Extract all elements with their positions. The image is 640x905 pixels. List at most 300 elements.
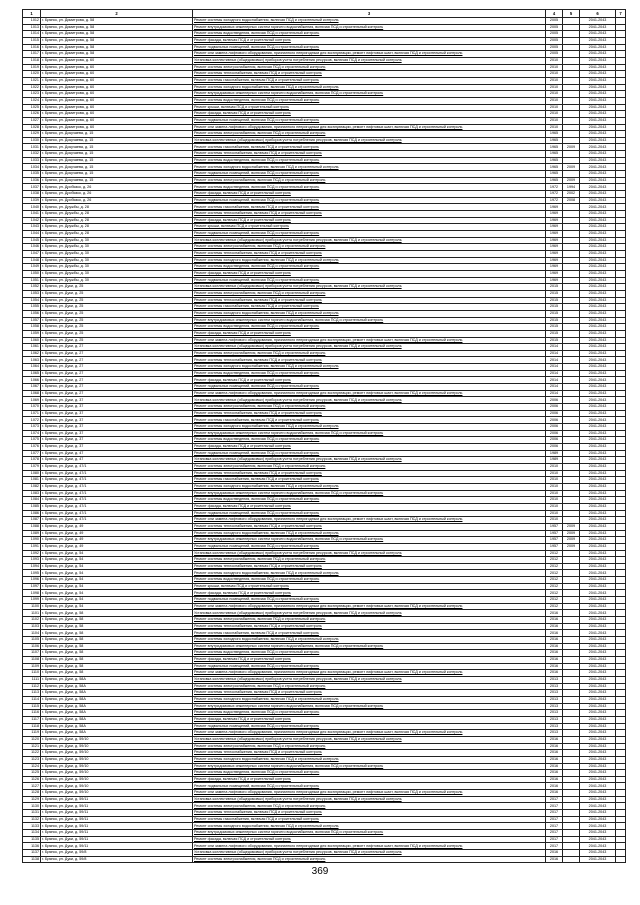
repair-year-cell bbox=[563, 690, 580, 697]
row-number-cell: 1108 bbox=[23, 657, 41, 664]
row-number-cell: 1085 bbox=[23, 503, 41, 510]
build-year-cell: 2016 bbox=[546, 630, 563, 637]
repair-year-cell bbox=[563, 630, 580, 637]
address-cell: г. Брянск, ул. Дробязко, д. 26 bbox=[41, 191, 193, 198]
address-cell: г. Брянск, ул. Дуки, д. 25 bbox=[41, 337, 193, 344]
table-row bbox=[23, 264, 626, 271]
build-year-cell: 1965 bbox=[546, 131, 563, 138]
blank-cell bbox=[616, 577, 626, 584]
work-type-cell: Ремонт внутридомовых инженерных систем горячего водоснабжения, включая ПСД и строительный контроль bbox=[193, 537, 546, 544]
build-year-cell: 2017 bbox=[546, 823, 563, 830]
work-type-cell: Ремонт или замена лифтового оборудования, признанного непригодным для эксплуатации, ремонт лифтовых шахт, включая ПСД и строительный контроль bbox=[193, 390, 546, 397]
address-cell: г. Брянск, ул. Дуки, д. 47/1 bbox=[41, 517, 193, 524]
work-type-cell: Ремонт подвальных помещений, включая ПСД и строительный контроль bbox=[193, 197, 546, 204]
planned-period-cell: 2041-2043 bbox=[580, 357, 616, 364]
blank-cell bbox=[616, 537, 626, 544]
work-type-cell: Ремонт фасада, включая ПСД и строительный контроль bbox=[193, 444, 546, 451]
address-cell: г. Брянск, ул. Димитрова, д. 60 bbox=[41, 84, 193, 91]
address-cell: г. Брянск, ул. Дружбы, д. 30 bbox=[41, 244, 193, 251]
address-cell: г. Брянск, ул. Дуки, д. 58А bbox=[41, 696, 193, 703]
row-number-cell: 1086 bbox=[23, 510, 41, 517]
address-cell: г. Брянск, ул. Докучаева, д. 15 bbox=[41, 151, 193, 158]
address-cell: г. Брянск, ул. Димитрова, д. 60 bbox=[41, 124, 193, 131]
address-cell: г. Брянск, ул. Дуки, д. 58 bbox=[41, 657, 193, 664]
planned-period-cell: 2041-2043 bbox=[580, 683, 616, 690]
table-row bbox=[23, 623, 626, 630]
repair-year-cell bbox=[563, 104, 580, 111]
blank-cell bbox=[616, 324, 626, 331]
build-year-cell: 2013 bbox=[546, 716, 563, 723]
work-type-cell: Ремонт системы водоотведения, включая ПСД и строительный контроль bbox=[193, 577, 546, 584]
address-cell: г. Брянск, ул. Димитрова, д. 58 bbox=[41, 24, 193, 31]
table-row bbox=[23, 703, 626, 710]
planned-period-cell: 2041-2043 bbox=[580, 590, 616, 597]
work-type-cell: Установка коллективных (общедомовых) приборов учета потребления ресурсов, включая ПСД и строительный контроль bbox=[193, 736, 546, 743]
blank-cell bbox=[616, 197, 626, 204]
work-type-cell: Ремонт внутридомовых инженерных систем горячего водоснабжения, включая ПСД и строительный контроль bbox=[193, 643, 546, 650]
work-type-cell: Ремонт системы электроснабжения, включая ПСД и строительный контроль bbox=[193, 856, 546, 863]
repair-year-cell bbox=[563, 676, 580, 683]
blank-cell bbox=[616, 18, 626, 25]
address-cell: г. Брянск, ул. Дуки, д. 58А bbox=[41, 716, 193, 723]
planned-period-cell: 2041-2043 bbox=[580, 597, 616, 604]
blank-cell bbox=[616, 510, 626, 517]
work-type-cell: Ремонт фасада, включая ПСД и строительный контроль bbox=[193, 657, 546, 664]
address-cell: г. Брянск, ул. Дуки, д. 59/10 bbox=[41, 756, 193, 763]
planned-period-cell: 2041-2043 bbox=[580, 197, 616, 204]
table-row bbox=[23, 304, 626, 311]
work-type-cell: Установка коллективных (общедомовых) приборов учета потребления ресурсов, включая ПСД и строительный контроль bbox=[193, 57, 546, 64]
row-number-cell: 1114 bbox=[23, 696, 41, 703]
work-type-cell: Ремонт внутридомовых инженерных систем горячего водоснабжения, включая ПСД и строительный контроль bbox=[193, 703, 546, 710]
build-year-cell: 2010 bbox=[546, 57, 563, 64]
table-row bbox=[23, 337, 626, 344]
address-cell: г. Брянск, ул. Дуки, д. 58 bbox=[41, 643, 193, 650]
build-year-cell: 1957 bbox=[546, 523, 563, 530]
blank-cell bbox=[616, 164, 626, 171]
blank-cell bbox=[616, 117, 626, 124]
table-row bbox=[23, 830, 626, 837]
row-number-cell: 1064 bbox=[23, 364, 41, 371]
row-number-cell: 1029 bbox=[23, 131, 41, 138]
row-number-cell: 1098 bbox=[23, 590, 41, 597]
blank-cell bbox=[616, 84, 626, 91]
table-row bbox=[23, 690, 626, 697]
build-year-cell: 2016 bbox=[546, 657, 563, 664]
planned-period-cell: 2041-2043 bbox=[580, 330, 616, 337]
blank-cell bbox=[616, 570, 626, 577]
work-type-cell: Ремонт системы теплоснабжения, включая ПСД и строительный контроль bbox=[193, 151, 546, 158]
blank-cell bbox=[616, 257, 626, 264]
repair-year-cell: 2009 bbox=[563, 523, 580, 530]
planned-period-cell: 2041-2043 bbox=[580, 350, 616, 357]
row-number-cell: 1046 bbox=[23, 244, 41, 251]
build-year-cell: 2013 bbox=[546, 710, 563, 717]
build-year-cell: 2010 bbox=[546, 117, 563, 124]
blank-cell bbox=[616, 763, 626, 770]
planned-period-cell: 2041-2043 bbox=[580, 483, 616, 490]
work-type-cell: Установка коллективных (общедомовых) приборов учета потребления ресурсов, включая ПСД и строительный контроль bbox=[193, 457, 546, 464]
build-year-cell: 2013 bbox=[546, 730, 563, 737]
build-year-cell: 2016 bbox=[546, 643, 563, 650]
address-cell: г. Брянск, ул. Дуки, д. 37 bbox=[41, 444, 193, 451]
planned-period-cell: 2041-2043 bbox=[580, 290, 616, 297]
build-year-cell: 1969 bbox=[546, 217, 563, 224]
address-cell: г. Брянск, ул. Димитрова, д. 60 bbox=[41, 77, 193, 84]
header-cell-6: 6 bbox=[580, 10, 616, 18]
work-type-cell: Ремонт системы электроснабжения, включая ПСД и строительный контроль bbox=[193, 463, 546, 470]
address-cell: г. Брянск, ул. Дуки, д. 25 bbox=[41, 297, 193, 304]
blank-cell bbox=[616, 637, 626, 644]
build-year-cell: 1969 bbox=[546, 244, 563, 251]
row-number-cell: 1042 bbox=[23, 217, 41, 224]
work-type-cell: Ремонт подвальных помещений, включая ПСД и строительный контроль bbox=[193, 384, 546, 391]
blank-cell bbox=[616, 364, 626, 371]
work-type-cell: Ремонт системы водоотведения, включая ПСД и строительный контроль bbox=[193, 770, 546, 777]
blank-cell bbox=[616, 244, 626, 251]
table-row bbox=[23, 297, 626, 304]
work-type-cell: Ремонт фасада, включая ПСД и строительный контроль bbox=[193, 330, 546, 337]
table-row bbox=[23, 224, 626, 231]
build-year-cell: 2015 bbox=[546, 317, 563, 324]
planned-period-cell: 2041-2043 bbox=[580, 424, 616, 431]
build-year-cell: 2016 bbox=[546, 610, 563, 617]
repair-year-cell bbox=[563, 643, 580, 650]
table-row bbox=[23, 503, 626, 510]
row-number-cell: 1035 bbox=[23, 171, 41, 178]
blank-cell bbox=[616, 97, 626, 104]
address-cell: г. Брянск, ул. Дуки, д. 54 bbox=[41, 557, 193, 564]
address-cell: г. Брянск, ул. Докучаева, д. 15 bbox=[41, 144, 193, 151]
row-number-cell: 1013 bbox=[23, 24, 41, 31]
address-cell: г. Брянск, ул. Дуки, д. 58А bbox=[41, 730, 193, 737]
planned-period-cell: 2041-2043 bbox=[580, 570, 616, 577]
planned-period-cell: 2041-2043 bbox=[580, 131, 616, 138]
planned-period-cell: 2041-2043 bbox=[580, 177, 616, 184]
build-year-cell: 2015 bbox=[546, 297, 563, 304]
build-year-cell: 2006 bbox=[546, 424, 563, 431]
row-number-cell: 1075 bbox=[23, 437, 41, 444]
table-row bbox=[23, 44, 626, 51]
repair-year-cell bbox=[563, 204, 580, 211]
build-year-cell: 2010 bbox=[546, 64, 563, 71]
row-number-cell: 1123 bbox=[23, 756, 41, 763]
blank-cell bbox=[616, 517, 626, 524]
blank-cell bbox=[616, 64, 626, 71]
row-number-cell: 1135 bbox=[23, 836, 41, 843]
work-type-cell: Ремонт или замена лифтового оборудования, признанного непригодным для эксплуатации, ремонт лифтовых шахт, включая ПСД и строительный контроль bbox=[193, 124, 546, 131]
address-cell: г. Брянск, ул. Дуки, д. 47 bbox=[41, 450, 193, 457]
work-type-cell: Ремонт системы электроснабжения, включая ПСД и строительный контроль bbox=[193, 404, 546, 411]
table-row bbox=[23, 377, 626, 384]
address-cell: г. Брянск, ул. Дуки, д. 37 bbox=[41, 397, 193, 404]
table-row bbox=[23, 603, 626, 610]
table-row bbox=[23, 191, 626, 198]
planned-period-cell: 2041-2043 bbox=[580, 277, 616, 284]
table-row bbox=[23, 457, 626, 464]
row-number-cell: 1020 bbox=[23, 71, 41, 78]
address-cell: г. Брянск, ул. Дружбы, д. 28 bbox=[41, 211, 193, 218]
blank-cell bbox=[616, 177, 626, 184]
repair-year-cell bbox=[563, 783, 580, 790]
build-year-cell: 2013 bbox=[546, 696, 563, 703]
work-type-cell: Ремонт системы холодного водоснабжения, включая ПСД и строительный контроль bbox=[193, 756, 546, 763]
repair-year-cell bbox=[563, 803, 580, 810]
blank-cell bbox=[616, 457, 626, 464]
row-number-cell: 1132 bbox=[23, 816, 41, 823]
build-year-cell: 2015 bbox=[546, 330, 563, 337]
blank-cell bbox=[616, 250, 626, 257]
address-cell: г. Брянск, ул. Дуки, д. 59/10 bbox=[41, 770, 193, 777]
table-row bbox=[23, 517, 626, 524]
work-type-cell: Установка коллективных (общедомовых) приборов учета потребления ресурсов, включая ПСД и строительный контроль bbox=[193, 850, 546, 857]
blank-cell bbox=[616, 171, 626, 178]
planned-period-cell: 2041-2043 bbox=[580, 217, 616, 224]
address-cell: г. Брянск, ул. Дуки, д. 25 bbox=[41, 310, 193, 317]
repair-year-cell bbox=[563, 171, 580, 178]
address-cell: г. Брянск, ул. Дуки, д. 59/8 bbox=[41, 856, 193, 863]
planned-period-cell: 2041-2043 bbox=[580, 124, 616, 131]
blank-cell bbox=[616, 503, 626, 510]
build-year-cell: 2010 bbox=[546, 104, 563, 111]
build-year-cell: 2016 bbox=[546, 670, 563, 677]
repair-year-cell: 2009 bbox=[563, 177, 580, 184]
work-type-cell: Ремонт системы холодного водоснабжения, включая ПСД и строительный контроль bbox=[193, 530, 546, 537]
blank-cell bbox=[616, 610, 626, 617]
planned-period-cell: 2041-2043 bbox=[580, 623, 616, 630]
table-row bbox=[23, 763, 626, 770]
address-cell: г. Брянск, ул. Дуки, д. 27 bbox=[41, 390, 193, 397]
planned-period-cell: 2041-2043 bbox=[580, 151, 616, 158]
row-number-cell: 1027 bbox=[23, 117, 41, 124]
row-number-cell: 1063 bbox=[23, 357, 41, 364]
work-type-cell: Ремонт внутридомовых инженерных систем горячего водоснабжения, включая ПСД и строительный контроль bbox=[193, 490, 546, 497]
address-cell: г. Брянск, ул. Дуки, д. 27 bbox=[41, 344, 193, 351]
build-year-cell: 2006 bbox=[546, 417, 563, 424]
planned-period-cell: 2041-2043 bbox=[580, 144, 616, 151]
table-row bbox=[23, 390, 626, 397]
work-type-cell: Ремонт или замена лифтового оборудования, признанного непригодным для эксплуатации, ремонт лифтовых шахт, включая ПСД и строительный контроль bbox=[193, 603, 546, 610]
row-number-cell: 1048 bbox=[23, 257, 41, 264]
work-type-cell: Ремонт фасада, включая ПСД и строительный контроль bbox=[193, 217, 546, 224]
work-type-cell: Ремонт фасада, включая ПСД и строительный контроль bbox=[193, 111, 546, 118]
table-row bbox=[23, 816, 626, 823]
table-row bbox=[23, 151, 626, 158]
planned-period-cell: 2041-2043 bbox=[580, 111, 616, 118]
work-type-cell: Ремонт системы теплоснабжения, включая ПСД и строительный контроль bbox=[193, 470, 546, 477]
blank-cell bbox=[616, 557, 626, 564]
table-row bbox=[23, 137, 626, 144]
address-cell: г. Брянск, ул. Дружбы, д. 30 bbox=[41, 250, 193, 257]
blank-cell bbox=[616, 217, 626, 224]
address-cell: г. Брянск, ул. Дуки, д. 59/11 bbox=[41, 816, 193, 823]
blank-cell bbox=[616, 31, 626, 38]
repair-year-cell bbox=[563, 736, 580, 743]
address-cell: г. Брянск, ул. Дуки, д. 49 bbox=[41, 523, 193, 530]
row-number-cell: 1034 bbox=[23, 164, 41, 171]
address-cell: г. Брянск, ул. Дружбы, д. 28 bbox=[41, 224, 193, 231]
blank-cell bbox=[616, 44, 626, 51]
address-cell: г. Брянск, ул. Дуки, д. 59/10 bbox=[41, 776, 193, 783]
row-number-cell: 1030 bbox=[23, 137, 41, 144]
work-type-cell: Ремонт крыши, включая ПСД и строительный контроль bbox=[193, 224, 546, 231]
repair-year-cell bbox=[563, 117, 580, 124]
table-row bbox=[23, 250, 626, 257]
planned-period-cell: 2041-2043 bbox=[580, 164, 616, 171]
work-type-cell: Ремонт системы электроснабжения, включая ПСД и строительный контроль bbox=[193, 743, 546, 750]
blank-cell bbox=[616, 317, 626, 324]
planned-period-cell: 2041-2043 bbox=[580, 710, 616, 717]
work-type-cell: Ремонт подвальных помещений, включая ПСД и строительный контроль bbox=[193, 597, 546, 604]
work-type-cell: Установка коллективных (общедомовых) приборов учета потребления ресурсов, включая ПСД и строительный контроль bbox=[193, 284, 546, 291]
table-row bbox=[23, 550, 626, 557]
table-row bbox=[23, 31, 626, 38]
row-number-cell: 1049 bbox=[23, 264, 41, 271]
address-cell: г. Брянск, ул. Дружбы, д. 28 bbox=[41, 231, 193, 238]
table-row bbox=[23, 543, 626, 550]
table-row bbox=[23, 430, 626, 437]
work-type-cell: Установка коллективных (общедомовых) приборов учета потребления ресурсов, включая ПСД и строительный контроль bbox=[193, 610, 546, 617]
build-year-cell: 1969 bbox=[546, 257, 563, 264]
repair-year-cell bbox=[563, 111, 580, 118]
planned-period-cell: 2041-2043 bbox=[580, 64, 616, 71]
table-row bbox=[23, 290, 626, 297]
blank-cell bbox=[616, 723, 626, 730]
row-number-cell: 1117 bbox=[23, 716, 41, 723]
build-year-cell: 2016 bbox=[546, 756, 563, 763]
planned-period-cell: 2041-2043 bbox=[580, 404, 616, 411]
table-row bbox=[23, 437, 626, 444]
planned-period-cell: 2041-2043 bbox=[580, 750, 616, 757]
repair-year-cell bbox=[563, 850, 580, 857]
row-number-cell: 1124 bbox=[23, 763, 41, 770]
build-year-cell: 2014 bbox=[546, 357, 563, 364]
repair-year-cell bbox=[563, 317, 580, 324]
blank-cell bbox=[616, 410, 626, 417]
table-row bbox=[23, 750, 626, 757]
build-year-cell: 1965 bbox=[546, 164, 563, 171]
blank-cell bbox=[616, 404, 626, 411]
repair-year-cell bbox=[563, 457, 580, 464]
build-year-cell: 2016 bbox=[546, 776, 563, 783]
address-cell: г. Брянск, ул. Дуки, д. 59/10 bbox=[41, 763, 193, 770]
build-year-cell: 2010 bbox=[546, 517, 563, 524]
planned-period-cell: 2041-2043 bbox=[580, 137, 616, 144]
table-row bbox=[23, 630, 626, 637]
repair-year-cell bbox=[563, 390, 580, 397]
build-year-cell: 2014 bbox=[546, 377, 563, 384]
row-number-cell: 1024 bbox=[23, 97, 41, 104]
address-cell: г. Брянск, ул. Дуки, д. 59/10 bbox=[41, 743, 193, 750]
header-cell-4: 4 bbox=[546, 10, 563, 18]
blank-cell bbox=[616, 390, 626, 397]
table-row bbox=[23, 177, 626, 184]
address-cell: г. Брянск, ул. Дуки, д. 59/8 bbox=[41, 850, 193, 857]
blank-cell bbox=[616, 783, 626, 790]
row-number-cell: 1055 bbox=[23, 304, 41, 311]
address-cell: г. Брянск, ул. Дуки, д. 58А bbox=[41, 703, 193, 710]
table-row bbox=[23, 124, 626, 131]
repair-year-cell bbox=[563, 91, 580, 98]
repair-year-cell bbox=[563, 696, 580, 703]
work-type-cell: Ремонт подвальных помещений, включая ПСД и строительный контроль bbox=[193, 171, 546, 178]
blank-cell bbox=[616, 264, 626, 271]
blank-cell bbox=[616, 91, 626, 98]
work-type-cell: Ремонт фасада, включая ПСД и строительный контроль bbox=[193, 716, 546, 723]
repair-year-cell: 2009 bbox=[563, 537, 580, 544]
repair-year-cell bbox=[563, 763, 580, 770]
repair-year-cell bbox=[563, 483, 580, 490]
address-cell: г. Брянск, ул. Дуки, д. 58А bbox=[41, 676, 193, 683]
work-type-cell: Ремонт системы газоснабжения, включая ПСД и строительный контроль bbox=[193, 77, 546, 84]
planned-period-cell: 2041-2043 bbox=[580, 477, 616, 484]
address-cell: г. Брянск, ул. Дробязко, д. 26 bbox=[41, 184, 193, 191]
repair-year-cell bbox=[563, 623, 580, 630]
blank-cell bbox=[616, 716, 626, 723]
build-year-cell: 1969 bbox=[546, 270, 563, 277]
build-year-cell: 2016 bbox=[546, 750, 563, 757]
repair-year-cell bbox=[563, 250, 580, 257]
repair-year-cell bbox=[563, 430, 580, 437]
row-number-cell: 1043 bbox=[23, 224, 41, 231]
build-year-cell: 2012 bbox=[546, 550, 563, 557]
table-row bbox=[23, 57, 626, 64]
row-number-cell: 1097 bbox=[23, 583, 41, 590]
build-year-cell: 2013 bbox=[546, 676, 563, 683]
address-cell: г. Брянск, ул. Дружбы, д. 30 bbox=[41, 264, 193, 271]
build-year-cell: 2014 bbox=[546, 384, 563, 391]
build-year-cell: 2016 bbox=[546, 763, 563, 770]
row-number-cell: 1067 bbox=[23, 384, 41, 391]
table-row bbox=[23, 317, 626, 324]
blank-cell bbox=[616, 563, 626, 570]
work-type-cell: Ремонт или замена лифтового оборудования, признанного непригодным для эксплуатации, ремонт лифтовых шахт, включая ПСД и строительный контроль bbox=[193, 843, 546, 850]
blank-cell bbox=[616, 803, 626, 810]
row-number-cell: 1058 bbox=[23, 324, 41, 331]
planned-period-cell: 2041-2043 bbox=[580, 390, 616, 397]
repair-year-cell bbox=[563, 570, 580, 577]
table-row bbox=[23, 217, 626, 224]
row-number-cell: 1119 bbox=[23, 730, 41, 737]
repair-year-cell bbox=[563, 796, 580, 803]
blank-cell bbox=[616, 856, 626, 863]
table-row bbox=[23, 410, 626, 417]
build-year-cell: 2006 bbox=[546, 397, 563, 404]
repair-year-cell bbox=[563, 650, 580, 657]
repair-year-cell bbox=[563, 550, 580, 557]
work-type-cell: Ремонт системы холодного водоснабжения, включая ПСД и строительный контроль bbox=[193, 483, 546, 490]
blank-cell bbox=[616, 350, 626, 357]
table-row bbox=[23, 663, 626, 670]
build-year-cell: 2010 bbox=[546, 470, 563, 477]
row-number-cell: 1138 bbox=[23, 856, 41, 863]
blank-cell bbox=[616, 77, 626, 84]
row-number-cell: 1079 bbox=[23, 463, 41, 470]
table-row bbox=[23, 617, 626, 624]
planned-period-cell: 2041-2043 bbox=[580, 184, 616, 191]
repair-year-cell bbox=[563, 756, 580, 763]
address-cell: г. Брянск, ул. Дуки, д. 49 bbox=[41, 537, 193, 544]
table-row bbox=[23, 24, 626, 31]
blank-cell bbox=[616, 550, 626, 557]
build-year-cell: 2017 bbox=[546, 816, 563, 823]
table-row bbox=[23, 51, 626, 58]
planned-period-cell: 2041-2043 bbox=[580, 77, 616, 84]
build-year-cell: 2010 bbox=[546, 111, 563, 118]
address-cell: г. Брянск, ул. Дуки, д. 59/10 bbox=[41, 783, 193, 790]
planned-period-cell: 2041-2043 bbox=[580, 736, 616, 743]
repair-year-cell bbox=[563, 790, 580, 797]
